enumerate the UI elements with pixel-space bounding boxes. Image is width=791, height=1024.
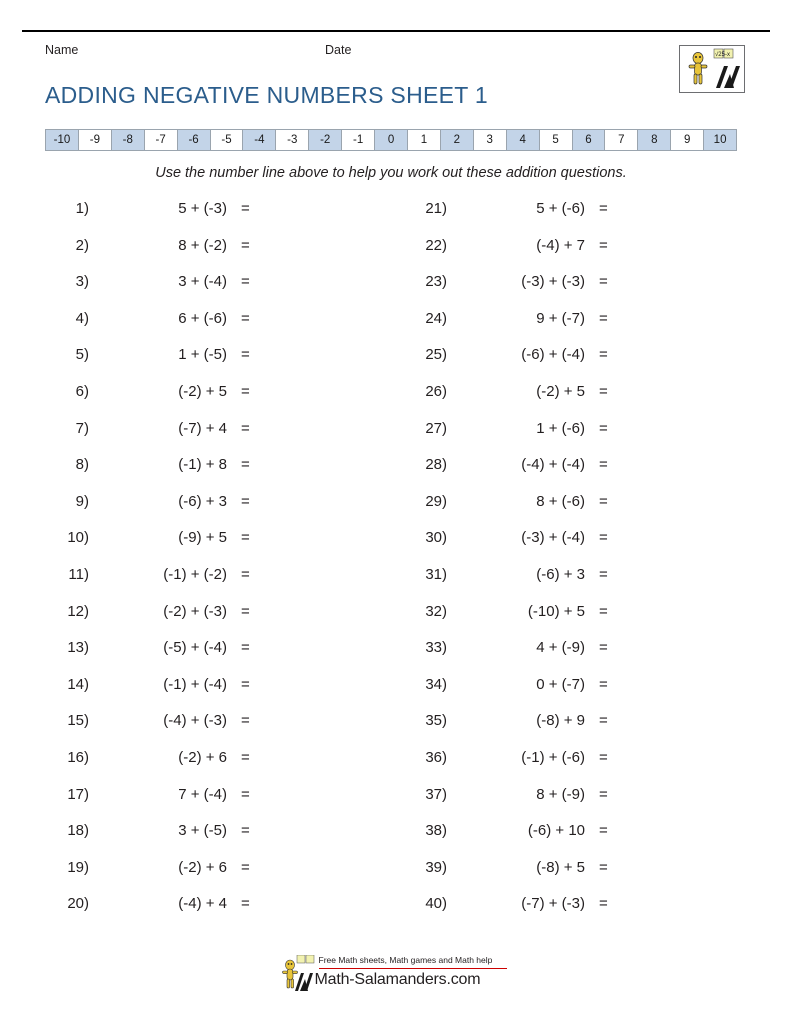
question-expression: 1 + (-6) [536, 419, 585, 437]
footer-inner [281, 955, 511, 997]
equals-sign: = [599, 858, 608, 876]
number-line-cell: -2 [309, 130, 342, 150]
question-row [45, 779, 375, 816]
question-expression: (-5) + (-4) [163, 639, 227, 657]
question-number: 1) [75, 200, 89, 217]
equals-sign: = [599, 346, 608, 364]
question-expression: (-1) + 8 [178, 456, 227, 474]
question-expression: (-4) + (-4) [521, 456, 585, 474]
question-row [403, 376, 733, 413]
question-expression: 9 + (-7) [536, 309, 585, 327]
question-row [45, 559, 375, 596]
page-title: ADDING NEGATIVE NUMBERS SHEET 1 [45, 82, 488, 108]
equals-sign: = [599, 200, 608, 217]
question-expression: (-8) + 5 [536, 858, 585, 876]
question-row [403, 486, 733, 523]
question-expression: 1 + (-5) [178, 346, 227, 364]
equals-sign: = [241, 785, 250, 803]
equals-sign: = [599, 236, 608, 254]
question-number: 34) [425, 675, 447, 693]
number-line-cell: -7 [145, 130, 178, 150]
number-line-cell: 7 [605, 130, 638, 150]
question-row [403, 559, 733, 596]
number-line-cell: -10 [46, 130, 79, 150]
question-number: 40) [425, 895, 447, 913]
equals-sign: = [241, 675, 250, 693]
question-number: 9) [75, 492, 89, 510]
name-label: Name [45, 43, 79, 57]
question-number: 5) [75, 346, 89, 364]
equals-sign: = [599, 382, 608, 400]
equals-sign: = [241, 822, 250, 840]
question-row [403, 888, 733, 925]
number-line-cell: 6 [573, 130, 606, 150]
question-row [403, 852, 733, 889]
question-row [45, 632, 375, 669]
equals-sign: = [599, 492, 608, 510]
equals-sign: = [241, 529, 250, 547]
question-expression: (-4) + 7 [536, 236, 585, 254]
question-expression: (-7) + (-3) [521, 895, 585, 913]
questions-column-left [45, 193, 375, 925]
question-row [45, 376, 375, 413]
question-number: 23) [425, 273, 447, 291]
questions-column-right [403, 193, 733, 925]
footer-tagline: Free Math sheets, Math games and Math help [318, 955, 493, 965]
question-expression: 8 + (-9) [536, 785, 585, 803]
question-expression: (-4) + 4 [178, 895, 227, 913]
number-line-cell: 0 [375, 130, 408, 150]
number-line-cell: -3 [276, 130, 309, 150]
question-expression: (-1) + (-6) [521, 748, 585, 766]
question-row [403, 669, 733, 706]
question-row [45, 705, 375, 742]
question-expression: (-3) + (-3) [521, 273, 585, 291]
question-row [403, 632, 733, 669]
question-number: 37) [425, 785, 447, 803]
number-line-cell: 5 [540, 130, 573, 150]
question-number: 25) [425, 346, 447, 364]
question-row [45, 815, 375, 852]
question-number: 36) [425, 748, 447, 766]
question-number: 38) [425, 822, 447, 840]
question-number: 39) [425, 858, 447, 876]
question-number: 21) [425, 200, 447, 217]
question-row [45, 522, 375, 559]
question-row [403, 266, 733, 303]
question-expression: (-1) + (-2) [163, 565, 227, 583]
equals-sign: = [241, 492, 250, 510]
equals-sign: = [241, 565, 250, 583]
question-number: 20) [67, 895, 89, 913]
question-row [45, 413, 375, 450]
number-line-cell: 8 [638, 130, 671, 150]
equals-sign: = [599, 602, 608, 620]
equals-sign: = [599, 675, 608, 693]
question-row [45, 742, 375, 779]
number-line-cell: 4 [507, 130, 540, 150]
number-line-cell: -8 [112, 130, 145, 150]
question-number: 28) [425, 456, 447, 474]
question-row [45, 669, 375, 706]
question-number: 27) [425, 419, 447, 437]
question-row [403, 193, 733, 230]
question-expression: 3 + (-4) [178, 273, 227, 291]
question-row [403, 596, 733, 633]
question-expression: 8 + (-6) [536, 492, 585, 510]
question-row [403, 449, 733, 486]
question-number: 30) [425, 529, 447, 547]
equals-sign: = [241, 858, 250, 876]
question-expression: 7 + (-4) [178, 785, 227, 803]
equals-sign: = [599, 822, 608, 840]
date-label: Date [325, 43, 352, 57]
equals-sign: = [241, 602, 250, 620]
question-number: 17) [67, 785, 89, 803]
question-number: 16) [67, 748, 89, 766]
number-line-cell: -1 [342, 130, 375, 150]
footer-divider [319, 968, 507, 969]
svg-text:-x: -x [725, 52, 730, 58]
equals-sign: = [241, 200, 250, 217]
question-number: 13) [67, 639, 89, 657]
equals-sign: = [241, 712, 250, 730]
question-expression: (-7) + 4 [178, 419, 227, 437]
question-number: 3) [75, 273, 89, 291]
question-expression: (-2) + 6 [178, 858, 227, 876]
question-row [403, 742, 733, 779]
equals-sign: = [241, 748, 250, 766]
question-expression: 8 + (-2) [178, 236, 227, 254]
question-number: 15) [67, 712, 89, 730]
equals-sign: = [241, 346, 250, 364]
question-number: 7) [75, 419, 89, 437]
question-expression: (-9) + 5 [178, 529, 227, 547]
question-row [403, 230, 733, 267]
question-expression: 5 + (-6) [536, 200, 585, 217]
equals-sign: = [599, 309, 608, 327]
question-row [403, 303, 733, 340]
question-row [45, 486, 375, 523]
question-number: 2) [75, 236, 89, 254]
equals-sign: = [599, 273, 608, 291]
question-expression: (-6) + 10 [527, 822, 585, 840]
question-row [403, 413, 733, 450]
equals-sign: = [241, 382, 250, 400]
question-row [45, 852, 375, 889]
question-expression: (-2) + 6 [178, 748, 227, 766]
question-number: 6) [75, 382, 89, 400]
question-expression: (-1) + (-4) [163, 675, 227, 693]
meta-row [45, 40, 745, 62]
footer-brand: Math-Salamanders.com [314, 971, 481, 988]
page-footer [0, 955, 791, 1002]
question-number: 35) [425, 712, 447, 730]
equals-sign: = [599, 565, 608, 583]
question-number: 22) [425, 236, 447, 254]
question-expression: (-10) + 5 [527, 602, 585, 620]
question-row [45, 230, 375, 267]
equals-sign: = [241, 309, 250, 327]
question-row [403, 815, 733, 852]
question-number: 14) [67, 675, 89, 693]
equals-sign: = [599, 529, 608, 547]
question-expression: 4 + (-9) [536, 639, 585, 657]
question-row [45, 193, 375, 230]
question-number: 31) [425, 565, 447, 583]
footer-salamander-icon [281, 955, 317, 993]
question-number: 4) [75, 309, 89, 327]
question-expression: (-6) + 3 [178, 492, 227, 510]
worksheet-content [45, 40, 745, 913]
number-line-cell: 1 [408, 130, 441, 150]
question-row [45, 596, 375, 633]
equals-sign: = [241, 895, 250, 913]
question-number: 18) [67, 822, 89, 840]
question-row [45, 339, 375, 376]
svg-text:√25: √25 [715, 52, 725, 58]
question-expression: (-2) + (-3) [163, 602, 227, 620]
number-line-cell: -6 [178, 130, 211, 150]
equals-sign: = [241, 419, 250, 437]
question-row [403, 779, 733, 816]
equals-sign: = [241, 456, 250, 474]
page-top-rule [22, 30, 770, 32]
question-number: 33) [425, 639, 447, 657]
number-line-cell: 3 [474, 130, 507, 150]
question-number: 12) [67, 602, 89, 620]
question-number: 8) [75, 456, 89, 474]
question-number: 10) [67, 529, 89, 547]
equals-sign: = [599, 456, 608, 474]
question-expression: 3 + (-5) [178, 822, 227, 840]
question-expression: (-2) + 5 [178, 382, 227, 400]
question-number: 29) [425, 492, 447, 510]
number-line-cell: 2 [441, 130, 474, 150]
number-line-cell: 10 [704, 130, 736, 150]
equals-sign: = [241, 236, 250, 254]
question-row [403, 522, 733, 559]
question-row [403, 705, 733, 742]
question-row [45, 266, 375, 303]
question-number: 32) [425, 602, 447, 620]
number-line-cell: -9 [79, 130, 112, 150]
question-number: 26) [425, 382, 447, 400]
question-expression: (-3) + (-4) [521, 529, 585, 547]
question-expression: 5 + (-3) [178, 200, 227, 217]
question-number: 11) [68, 565, 89, 583]
question-number: 24) [425, 309, 447, 327]
question-expression: (-6) + (-4) [521, 346, 585, 364]
equals-sign: = [241, 639, 250, 657]
equals-sign: = [241, 273, 250, 291]
equals-sign: = [599, 419, 608, 437]
question-expression: (-8) + 9 [536, 712, 585, 730]
question-row [403, 339, 733, 376]
equals-sign: = [599, 639, 608, 657]
equals-sign: = [599, 712, 608, 730]
salamander-logo-icon [679, 45, 745, 93]
question-expression: (-2) + 5 [536, 382, 585, 400]
equals-sign: = [599, 895, 608, 913]
question-expression: (-4) + (-3) [163, 712, 227, 730]
question-expression: (-6) + 3 [536, 565, 585, 583]
question-expression: 6 + (-6) [178, 309, 227, 327]
number-line-cell: -5 [211, 130, 244, 150]
number-line-cell: 9 [671, 130, 704, 150]
instructions-text: Use the number line above to help you work out these addition questions. [155, 165, 627, 181]
equals-sign: = [599, 748, 608, 766]
question-expression: 0 + (-7) [536, 675, 585, 693]
number-line [45, 129, 737, 151]
question-row [45, 449, 375, 486]
question-row [45, 303, 375, 340]
question-number: 19) [67, 858, 89, 876]
equals-sign: = [599, 785, 608, 803]
question-row [45, 888, 375, 925]
number-line-cell: -4 [243, 130, 276, 150]
